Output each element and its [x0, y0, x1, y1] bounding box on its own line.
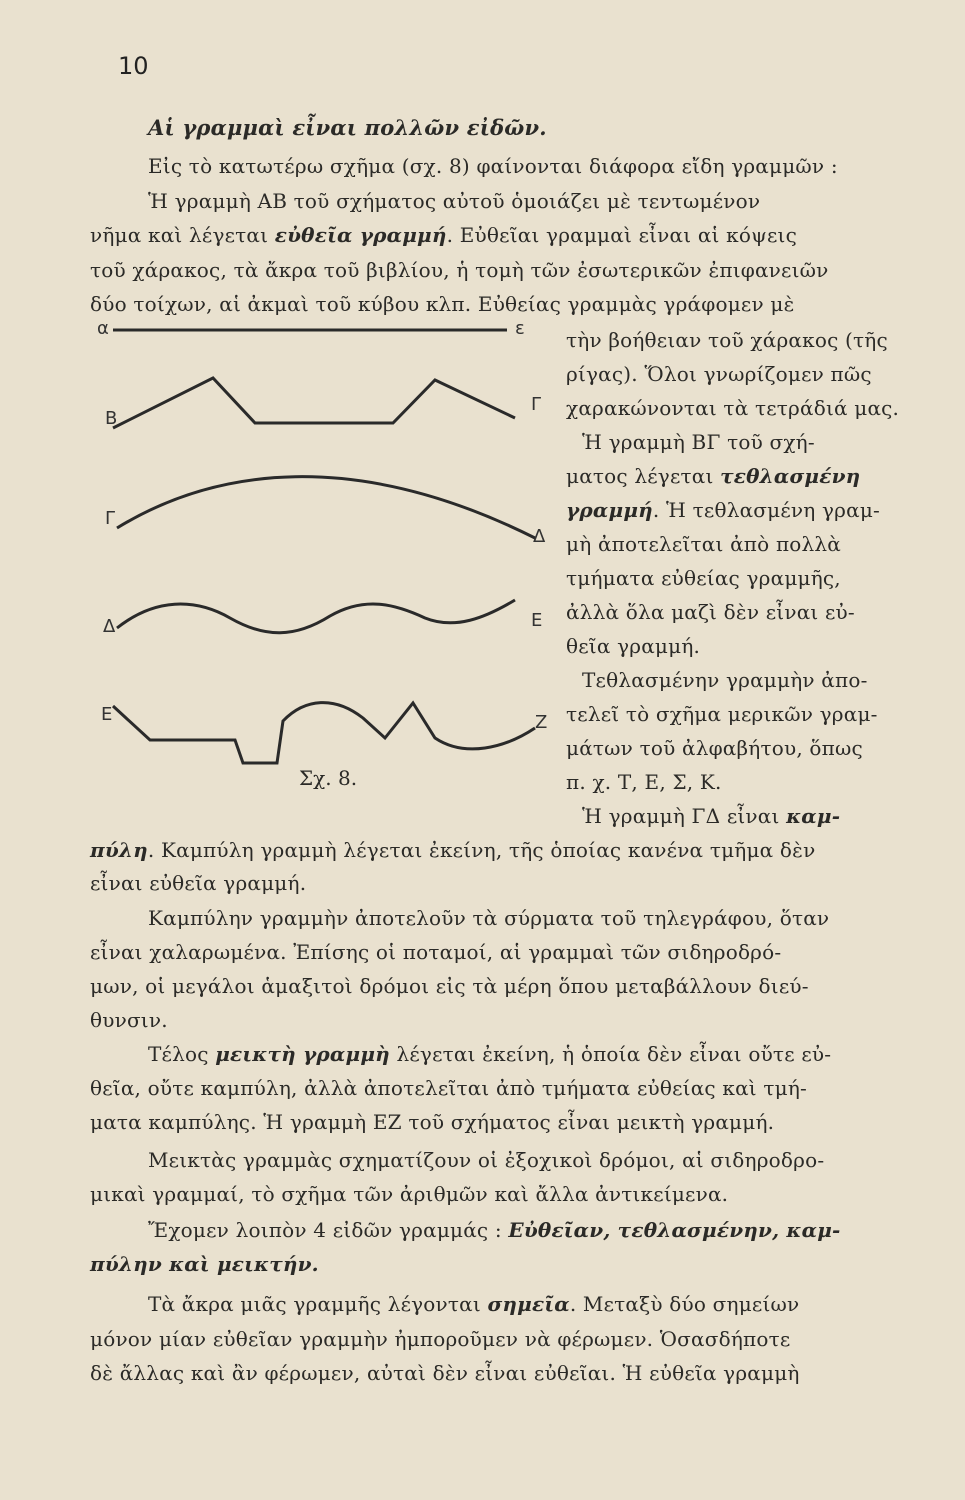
text-run: Ἡ γραμμὴ ΒΓ τοῦ σχή- [582, 430, 815, 454]
text-run: δὲ ἄλλας καὶ ἂν φέρωμεν, αὐταὶ δὲν εἶναι εὐθεῖαι. Ἡ εὐθεῖα γραμμὴ [90, 1361, 800, 1385]
label-epsilon-right: Ε [531, 610, 543, 631]
figure-caption: Σχ. 8. [299, 766, 358, 790]
text-run: ρίγας). Ὅλοι γνωρίζομεν πῶς [566, 362, 872, 386]
text-run: θυνσιν. [90, 1008, 168, 1032]
text-run: δύο τοίχων, αἱ ἀκμαὶ τοῦ κύβου κλπ. Εὐθείας γραμμὰς γράφομεν μὲ [90, 292, 795, 316]
text-line [90, 1074, 930, 1102]
text-run: ἀλλὰ ὅλα μαζὶ δὲν εἶναι εὐ- [566, 600, 855, 624]
label-gamma: Γ [105, 508, 116, 529]
emphasized-term: σημεῖα [487, 1292, 570, 1316]
emphasized-term: εὐθεῖα γραμμή [274, 223, 447, 247]
text-run: Τὰ ἄκρα μιᾶς γραμμῆς λέγονται [148, 1292, 488, 1316]
text-run: . Εὐθεῖαι γραμμαὶ εἶναι αἱ κόψεις [446, 223, 797, 247]
text-line [566, 632, 936, 660]
text-run: Μεικτὰς γραμμὰς σχηματίζουν οἱ ἐξοχικοὶ δρόμοι, αἱ σιδηροδρο- [148, 1148, 825, 1172]
text-line [90, 1250, 930, 1278]
label-epsilon-left: Ε [101, 704, 113, 725]
text-run: . Μεταξὺ δύο σημείων [569, 1292, 800, 1316]
text-line [148, 1290, 965, 1318]
text-run: Τέλος [148, 1042, 216, 1066]
text-run: Καμπύλην γραμμὴν ἀποτελοῦν τὰ σύρματα τοῦ τηλεγράφου, ὅταν [148, 906, 830, 930]
text-line [582, 802, 952, 830]
text-run: τὴν βοήθειαν τοῦ χάρακος (τῆς [566, 328, 888, 352]
text-line [566, 564, 936, 592]
curved-line-gd [117, 477, 535, 538]
text-run: τμήματα εὐθείας γραμμῆς, [566, 566, 841, 590]
emphasized-term: πύλην καὶ μεικτήν. [90, 1252, 319, 1276]
text-run: μάτων τοῦ ἀλφαβήτου, ὅπως [566, 736, 863, 760]
text-line [90, 938, 930, 966]
text-run: Τεθλασμένην γραμμὴν ἀπο- [582, 668, 868, 692]
text-run: . Ἡ τεθλασμένη γραμ- [652, 498, 880, 522]
text-run: Ἔχομεν λοιπὸν 4 εἰδῶν γραμμάς : [148, 1218, 509, 1242]
text-run: εἶναι εὐθεῖα γραμμή. [90, 871, 307, 895]
text-run: Ἡ γραμμὴ ΓΔ εἶναι [582, 804, 787, 828]
section-heading: Αἱ γραμμαὶ εἶναι πολλῶν εἰδῶν. [148, 115, 547, 140]
text-line [148, 1216, 965, 1244]
label-zeta: Ζ [535, 712, 548, 733]
emphasized-term: καμ- [786, 804, 841, 828]
text-line [90, 290, 930, 318]
text-run: τελεῖ τὸ σχῆμα μερικῶν γραμ- [566, 702, 878, 726]
text-run: χαρακώνονται τὰ τετράδιά μας. [566, 396, 900, 420]
text-line [90, 1325, 930, 1353]
text-line [582, 666, 952, 694]
text-run: εἶναι χαλαρωμένα. Ἐπίσης οἱ ποταμοί, αἱ γραμμαὶ τῶν σιδηροδρό- [90, 940, 782, 964]
text-line [566, 700, 936, 728]
emphasized-term: γραμμή [566, 498, 653, 522]
text-line [566, 326, 936, 354]
mixed-line-ez [113, 703, 535, 763]
text-run: Ἡ γραμμὴ ΑΒ τοῦ σχήματος αὐτοῦ ὁμοιάζει μὲ τεντωμένον [148, 189, 761, 213]
text-line [90, 1006, 930, 1034]
label-gamma-right: Γ [531, 394, 542, 415]
text-line [90, 1359, 930, 1387]
figure-8 [95, 318, 565, 798]
text-run: λέγεται ἐκείνη, ἡ ὁποία δὲν εἶναι οὔτε εὐ- [389, 1042, 832, 1066]
text-run: μων, οἱ μεγάλοι ἁμαξιτοὶ δρόμοι εἰς τὰ μέρη ὅπου μεταβάλλουν διεύ- [90, 974, 809, 998]
text-line [566, 394, 936, 422]
label-delta-right: Δ [533, 526, 546, 547]
text-line [566, 360, 936, 388]
text-line [90, 1180, 930, 1208]
emphasized-term: τεθλασμένη [720, 464, 861, 488]
text-run: θεῖα γραμμή. [566, 634, 701, 658]
text-line [148, 904, 965, 932]
text-run: π. χ. Τ, Ε, Σ, Κ. [566, 770, 722, 794]
text-line [566, 462, 936, 490]
text-line [566, 598, 936, 626]
figure-lines [95, 318, 565, 798]
label-beta: Β [105, 408, 118, 429]
text-line [90, 256, 930, 284]
text-line [582, 428, 952, 456]
text-line [566, 496, 936, 524]
text-run: ματα καμπύλης. Ἡ γραμμὴ ΕΖ τοῦ σχήματος εἶναι μεικτὴ γραμμή. [90, 1110, 775, 1134]
text-line [90, 972, 930, 1000]
text-line [90, 869, 930, 897]
text-line [148, 1146, 965, 1174]
text-line [90, 1108, 930, 1136]
text-line [566, 734, 936, 762]
text-run: τοῦ χάρακος, τὰ ἄκρα τοῦ βιβλίου, ἡ τομὴ τῶν ἐσωτερικῶν ἐπιφανειῶν [90, 258, 829, 282]
text-run: ματος λέγεται [566, 464, 721, 488]
text-run: θεῖα, οὔτε καμπύλη, ἀλλὰ ἀποτελεῖται ἀπὸ τμήματα εὐθείας καὶ τμή- [90, 1076, 807, 1100]
text-line [566, 530, 936, 558]
text-line [90, 221, 930, 249]
text-run: νῆμα καὶ λέγεται [90, 223, 275, 247]
emphasized-term: Εὐθεῖαν, τεθλασμένην, καμ- [508, 1218, 841, 1242]
emphasized-term: μεικτὴ γραμμὴ [215, 1042, 390, 1066]
text-run: μικαὶ γραμμαί, τὸ σχῆμα τῶν ἀριθμῶν καὶ ἄλλα ἀντικείμενα. [90, 1182, 729, 1206]
text-line [90, 836, 930, 864]
text-run: . Καμπύλη γραμμὴ λέγεται ἐκείνη, τῆς ὁποίας κανένα τμῆμα δὲν [147, 838, 816, 862]
text-run: μόνον μίαν εὐθεῖαν γραμμὴν ἠμποροῦμεν νὰ φέρωμεν. Ὁσασδήποτε [90, 1327, 791, 1351]
label-alpha: α [97, 318, 109, 339]
emphasized-term: πύλη [90, 838, 148, 862]
text-line [566, 768, 936, 796]
text-line [148, 152, 965, 180]
broken-line-bg [113, 378, 515, 428]
label-delta: Δ [103, 616, 116, 637]
label-epsilon-top: ε [515, 318, 525, 339]
wavy-line-de [117, 600, 515, 633]
text-line [148, 1040, 965, 1068]
text-run: μὴ ἀποτελεῖται ἀπὸ πολλὰ [566, 532, 841, 556]
text-run: Εἰς τὸ κατωτέρω σχῆμα (σχ. 8) φαίνονται διάφορα εἴδη γραμμῶν : [148, 154, 838, 178]
text-line [148, 187, 965, 215]
page-number: 10 [118, 52, 149, 80]
